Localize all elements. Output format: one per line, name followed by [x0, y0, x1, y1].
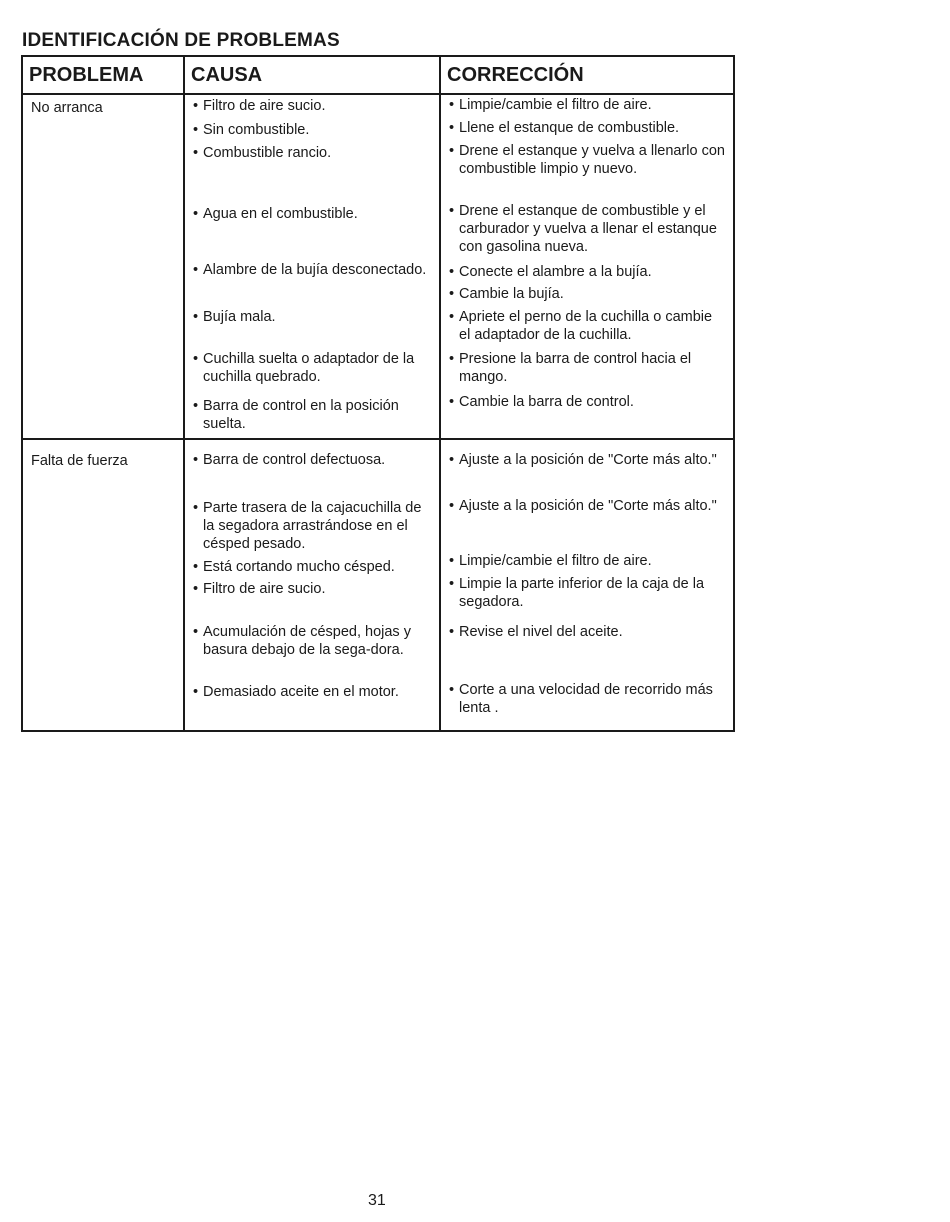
cause-item: • Cuchilla suelta o adaptador de la cuchilla quebrado.: [193, 351, 415, 385]
correction-item: • Drene el estanque de combustible y el carburador y vuelva a llenar el estanque con gasolina nueva.: [449, 203, 717, 255]
correction-item: • Corte a una velocidad de recorrido más lenta .: [449, 682, 713, 716]
cause-item: • Acumulación de césped, hojas y basura debajo de la sega-dora.: [193, 624, 411, 658]
problem-cell: No arranca: [23, 95, 185, 438]
correction-list: [441, 440, 733, 730]
cause-item: • Alambre de la bujía desconectado.: [193, 262, 427, 278]
header-problema: PROBLEMA: [23, 57, 185, 93]
cause-item: • Bujía mala.: [193, 309, 276, 325]
problem-cell: Falta de fuerza: [23, 440, 185, 730]
cause-item: • Filtro de aire sucio.: [193, 98, 326, 114]
cause-item: • Demasiado aceite en el motor.: [193, 684, 399, 700]
page-number: 31: [368, 1192, 386, 1209]
table-row: [23, 95, 733, 438]
header-causa: CAUSA: [185, 57, 441, 93]
page-title: IDENTIFICACIÓN DE PROBLEMAS: [22, 30, 340, 51]
cause-item: • Barra de control en la posición suelta.: [193, 398, 399, 432]
correction-item: • Llene el estanque de combustible.: [449, 120, 680, 136]
cause-list: [185, 95, 441, 438]
correction-list: [441, 95, 733, 438]
correction-item: • Revise el nivel del aceite.: [449, 624, 623, 640]
table-header: [23, 57, 733, 95]
correction-item: • Presione la barra de control hacia el mango.: [449, 351, 692, 385]
cause-item: • Parte trasera de la cajacuchilla de la segadora arrastrándose en el césped pesado.: [193, 500, 422, 552]
cause-item: • Barra de control defectuosa.: [193, 452, 386, 468]
correction-item: • Cambie la barra de control.: [449, 394, 634, 410]
correction-item: • Cambie la bujía.: [449, 286, 564, 302]
cause-list: [185, 440, 441, 730]
table-row: [23, 438, 733, 730]
correction-item: • Conecte el alambre a la bujía.: [449, 264, 652, 280]
correction-item: • Ajuste a la posición de "Corte más alto.": [449, 498, 717, 514]
cause-item: • Agua en el combustible.: [193, 206, 358, 222]
cause-item: • Combustible rancio.: [193, 145, 332, 161]
correction-item: • Drene el estanque y vuelva a llenarlo con combustible limpio y nuevo.: [449, 143, 725, 177]
troubleshooting-table: [21, 55, 735, 732]
correction-item: • Limpie la parte inferior de la caja de la segadora.: [449, 576, 705, 610]
correction-item: • Limpie/cambie el filtro de aire.: [449, 553, 652, 569]
cause-item: • Está cortando mucho césped.: [193, 559, 395, 575]
cause-item: • Filtro de aire sucio.: [193, 581, 326, 597]
header-correccion: CORRECCIÓN: [447, 64, 584, 86]
correction-item: • Limpie/cambie el filtro de aire.: [449, 97, 652, 113]
cause-item: • Sin combustible.: [193, 122, 310, 138]
correction-item: • Apriete el perno de la cuchilla o cambie el adaptador de la cuchilla.: [449, 309, 713, 343]
correction-item: • Ajuste a la posición de "Corte más alto.": [449, 452, 717, 468]
